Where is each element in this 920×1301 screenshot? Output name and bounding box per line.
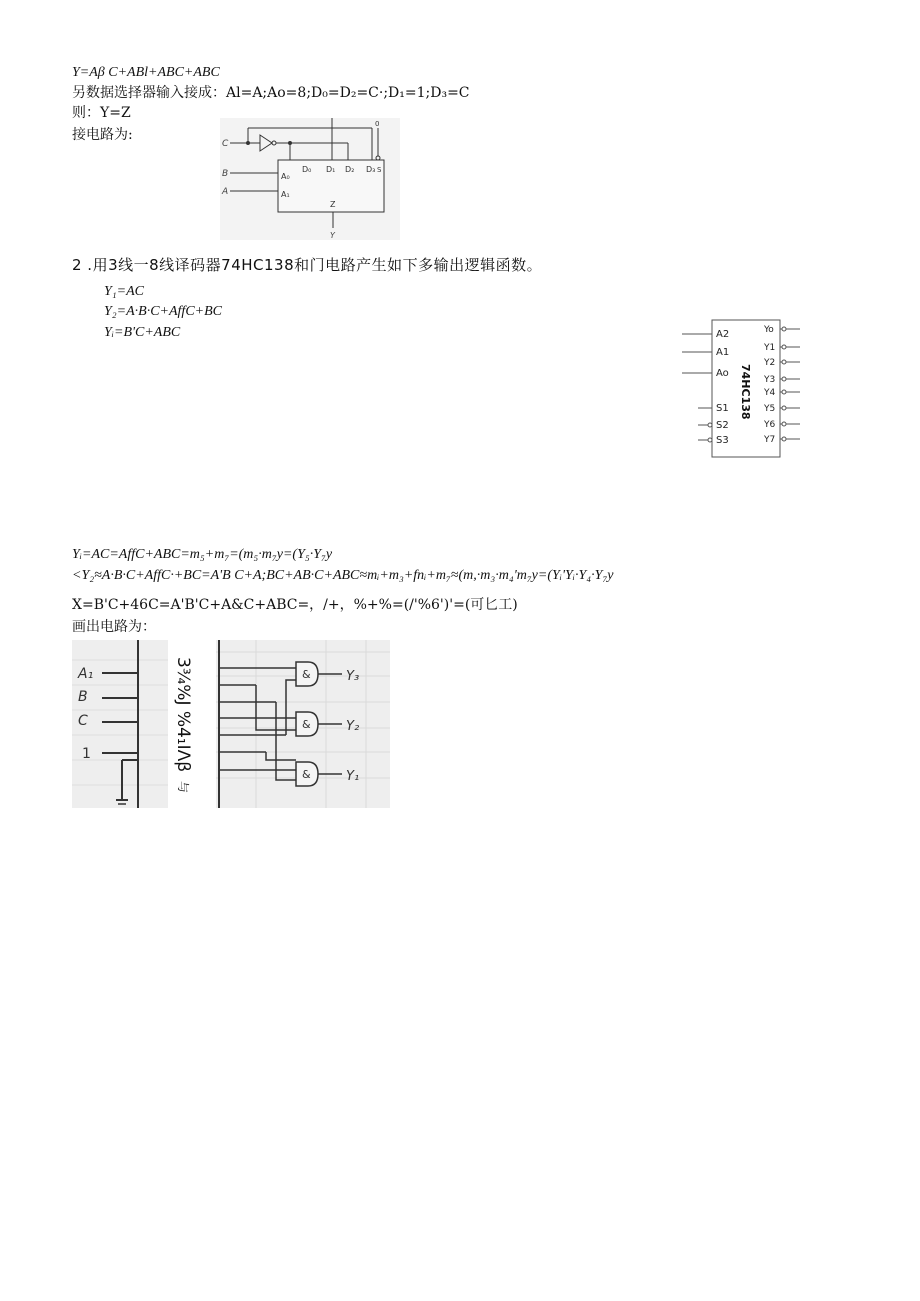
solution-y2: <Y₂≈A·B·C+AffC·+BC=A'B C+A;BC+AB·C+ABC≈mᵢ+m₃+fnᵢ+m₇≈(m,·m₃·m₄'m₇y=(Yᵢ'Yᵢ·Y₄·Y₇y (72, 568, 614, 583)
solution-y1: Yᵢ=AC=AffC+ABC=m₅+m₇=(m₅·m₇y=(Y₅·Y₇y (72, 547, 333, 562)
input-bus-diagram (72, 640, 168, 808)
and-gate-circuit (216, 640, 390, 808)
pin-d2: D₂ (345, 165, 355, 174)
rotated-garbled-text (158, 657, 198, 803)
circuit-label-2: 画出电路为： (72, 619, 156, 635)
output-y2: Y₂ (346, 719, 360, 734)
rotated-text-suffix: 与 (176, 781, 190, 794)
pin-d0: D₀ (302, 165, 312, 174)
mux-circuit-diagram (220, 118, 400, 240)
pin-d3: D₃ (366, 165, 376, 174)
mux-input-assignment: 另数据选择器输入接成：Al=A;Ao=8;D₀=D₂=C·;D₁=1;D₃=C (72, 85, 470, 101)
pin-a2: A2 (716, 329, 730, 340)
pin-ao: Ao (716, 368, 729, 379)
zero-label: 0 (375, 120, 380, 128)
output-y3: Y₃ (346, 669, 360, 684)
rotated-text-main: 3¾%J %4₁ΙΛβ (173, 657, 193, 773)
pin-s3: S3 (716, 435, 729, 446)
pin-a0: A₀ (281, 172, 290, 181)
function-y2: Y₂=A·B·C+AffC+BC (104, 304, 222, 319)
pin-z: Z (330, 200, 336, 209)
pin-y7: Y7 (764, 435, 776, 445)
result-line: 则：Y=Z (72, 105, 131, 121)
circuit-label-1: 接电路为: (72, 127, 133, 143)
output-y1: Y₁ (346, 769, 360, 784)
solution-y3: X=B'C+46C=A'B'C+A&C+ABC=，/+，%+%=(/'%6')'=(可匕工) (72, 597, 518, 613)
problem-2: 2 .用3线一8线译码器74HC138和门电路产生如下多输出逻辑函数。 (72, 256, 543, 274)
pin-y3: Y3 (764, 375, 776, 385)
pin-y1: Y1 (764, 343, 776, 353)
pin-s1: S1 (716, 403, 729, 414)
input-a-label: A (222, 187, 229, 197)
function-y1: Y₁=AC (104, 284, 144, 299)
bus-input-c: C (78, 713, 88, 729)
input-b-label: B (222, 169, 229, 179)
pin-yo: Yo (764, 325, 774, 335)
pin-a1: A1 (716, 347, 730, 358)
input-c-label: C (222, 139, 229, 149)
pin-y2: Y2 (764, 358, 776, 368)
pin-d1: D₁ (326, 165, 336, 174)
bus-input-a: A₁ (78, 666, 94, 682)
function-y3: Yᵢ=B'C+ABC (104, 325, 181, 340)
pin-y6: Y6 (764, 420, 776, 430)
gate-2-symbol: & (302, 718, 311, 731)
equation-y: Y=Aβ C+ABl+ABC+ABC (72, 65, 220, 80)
bus-input-b: B (78, 689, 88, 705)
gate-1-symbol: & (302, 668, 311, 681)
bus-input-1: 1 (82, 746, 91, 762)
pin-a1: A₁ (281, 190, 290, 199)
output-y-label: Y (330, 231, 335, 240)
pin-s2: S2 (716, 420, 729, 431)
pin-y5: Y5 (764, 404, 776, 414)
gate-3-symbol: & (302, 768, 311, 781)
pin-s: S (377, 166, 382, 174)
pin-y4: Y4 (764, 388, 776, 398)
chip-name: 74HC138 (739, 364, 752, 420)
decoder-74hc138-diagram (678, 316, 808, 464)
